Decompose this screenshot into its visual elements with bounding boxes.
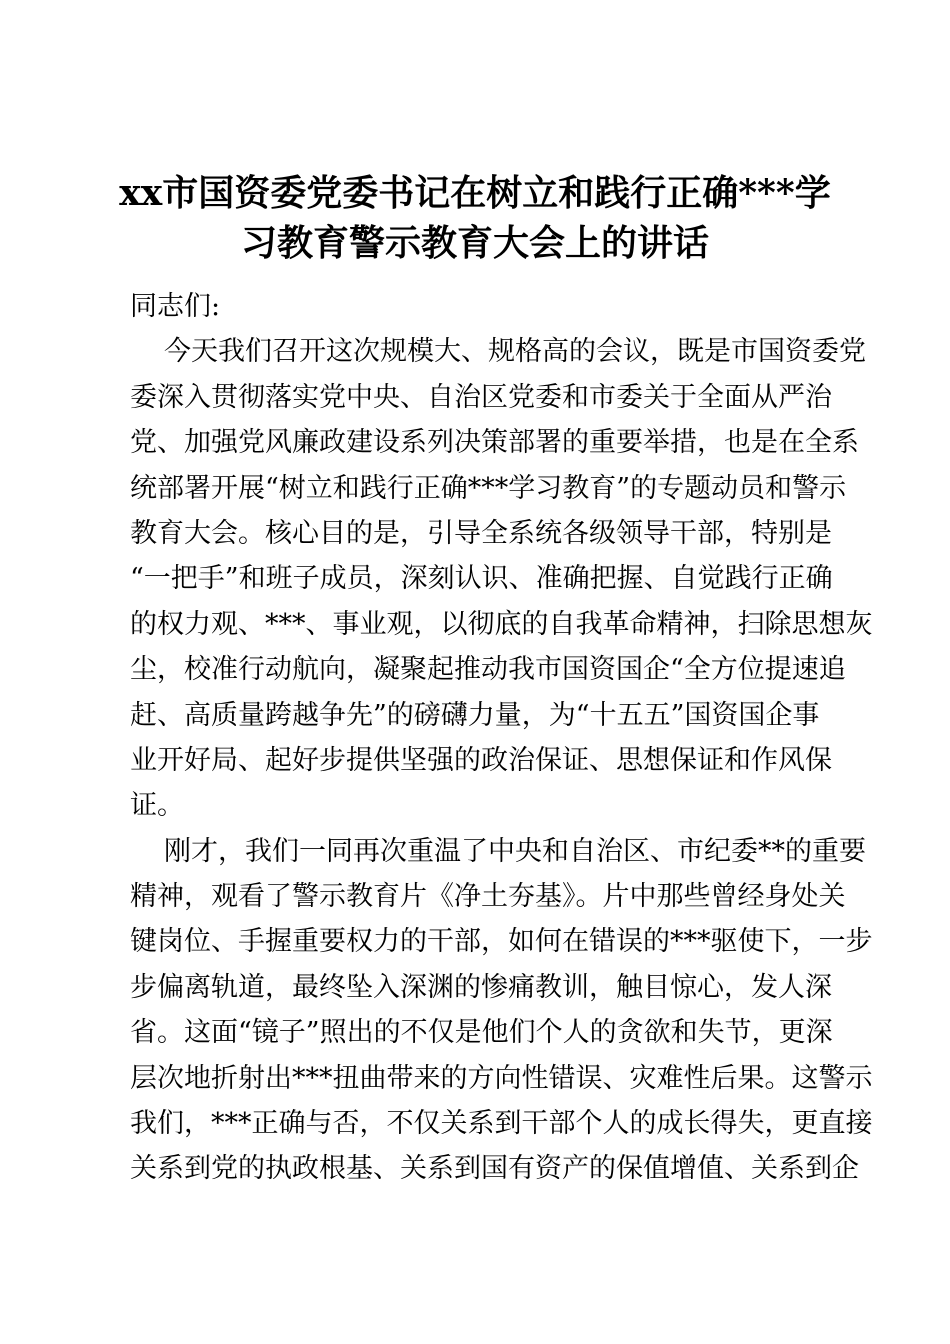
text-line: 教育大会。核心目的是，引导全系统各级领导干部，特别是 bbox=[130, 517, 832, 549]
text-line: 的权力观、***、事业观，以彻底的自我革命精神，扫除思想灰 bbox=[130, 608, 873, 640]
title-line-1: xx市国资委党委书记在树立和践行正确***学 bbox=[119, 172, 831, 214]
text-line: 层次地折射出***扭曲带来的方向性错误、灾难性后果。这警示 bbox=[130, 1062, 873, 1094]
paragraph-1 bbox=[130, 329, 873, 828]
text-line: “一把手”和班子成员，深刻认识、准确把握、自觉践行正确 bbox=[130, 563, 833, 595]
text-line: 刚才，我们一同再次重温了中央和自治区、市纪委**的重要 bbox=[164, 835, 866, 867]
text-line: 我们，***正确与否，不仅关系到干部个人的成长得失，更直接 bbox=[130, 1108, 873, 1140]
text-line: 精神，观看了警示教育片《净土夯基》。片中那些曾经身处关 bbox=[130, 881, 846, 913]
document-title bbox=[110, 168, 840, 268]
text-line: 省。这面“镜子”照出的不仅是他们个人的贪欲和失节，更深 bbox=[130, 1017, 833, 1049]
document-body bbox=[130, 284, 873, 1192]
text-line: 键岗位、手握重要权力的干部，如何在错误的***驱使下，一步 bbox=[130, 926, 873, 958]
text-line: 党、加强党风廉政建设系列决策部署的重要举措，也是在全系 bbox=[130, 427, 859, 459]
text-line: 委深入贯彻落实党中央、自治区党委和市委关于全面从严治 bbox=[130, 381, 832, 413]
text-line: 今天我们召开这次规模大、规格高的会议，既是市国资委党 bbox=[164, 336, 866, 368]
text-line: 业开好局、起好步提供坚强的政治保证、思想保证和作风保 bbox=[130, 744, 832, 776]
text-line: 证。 bbox=[130, 790, 184, 822]
text-line: 尘，校准行动航向，凝聚起推动我市国资国企“全方位提速追 bbox=[130, 654, 846, 686]
text-line: 赶、高质量跨越争先”的磅礴力量，为“十五五”国资国企事 bbox=[130, 699, 820, 731]
paragraph-2 bbox=[130, 829, 873, 1192]
text-line: 关系到党的执政根基、关系到国有资产的保值增值、关系到企 bbox=[130, 1153, 859, 1185]
title-line-2: 习教育警示教育大会上的讲话 bbox=[240, 222, 709, 264]
text-line: 步偏离轨道，最终坠入深渊的惨痛教训，触目惊心，发人深 bbox=[130, 971, 832, 1003]
text-line: 统部署开展“树立和践行正确***学习教育”的专题动员和警示 bbox=[130, 472, 847, 504]
salutation: 同志们: bbox=[130, 291, 221, 322]
